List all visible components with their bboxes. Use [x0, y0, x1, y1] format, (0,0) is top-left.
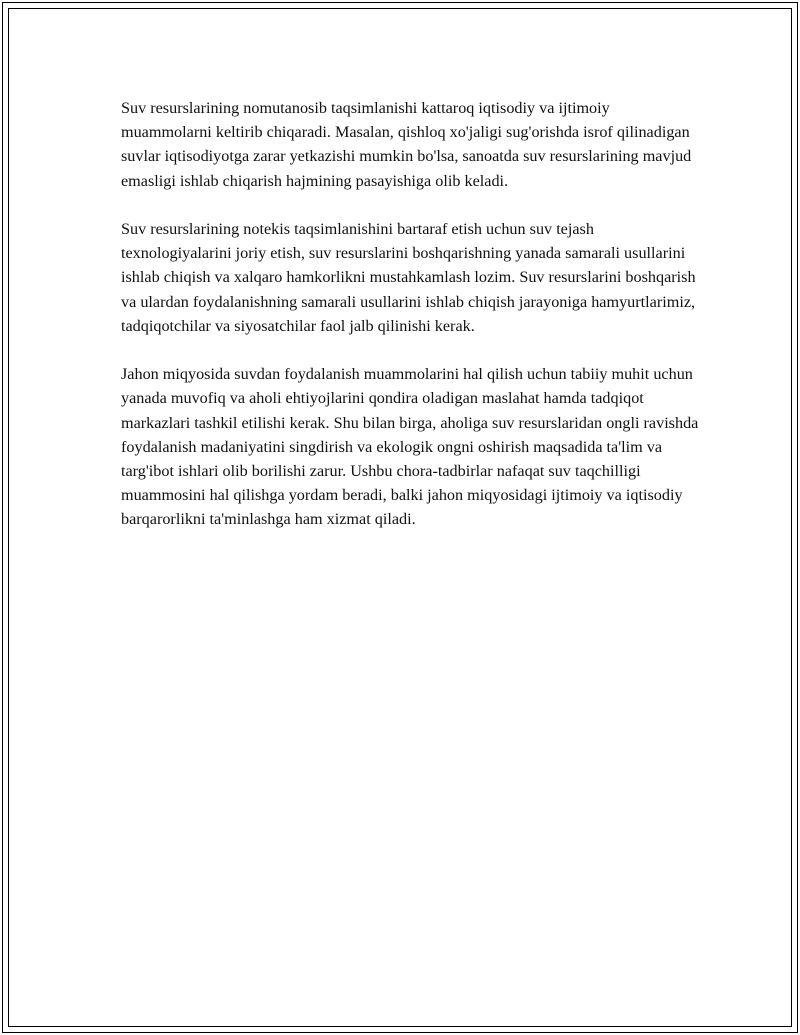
paragraph-1: Suv resurslarining nomutanosib taqsimlanishi kattaroq iqtisodiy va ijtimoiy muammolarni keltirib chiqaradi. Masalan, qishloq xo'jaligi sug'orishda isrof qilinadigan suvlar iqtisodiyotga zarar yetkazishi mumkin bo'lsa, sanoatda suv resurslarining mavjud emasligi ishlab chiqarish hajmining pasayishiga olib keladi.	[121, 99, 692, 190]
document-page	[2, 2, 798, 1033]
paragraph-3: Jahon miqyosida suvdan foydalanish muammolarini hal qilish uchun tabiiy muhit uchun yanada muvofiq va aholi ehtiyojlarini qondira oladigan maslahat hamda tadqiqot markazlari tashkil etilishi kerak. Shu bilan birga, aholiga suv resurslaridan ongli ravishda foydalanish madaniyatini singdirish va ekologik ongni oshirish maqsadida ta'lim va targ'ibot ishlari olib borilishi zarur. Ushbu chora-tadbirlar nafaqat suv taqchilligi muammosini hal qilishga yordam beradi, balki jahon miqyosidagi ijtimoiy va iqtisodiy barqarorlikni ta'minlashga ham xizmat qiladi.	[121, 365, 699, 529]
document-body	[121, 96, 701, 556]
paragraph-2: Suv resurslarining notekis taqsimlanishini bartaraf etish uchun suv tejash texnologiyalarini joriy etish, suv resurslarini boshqarishning yanada samarali usullarini ishlab chiqish va xalqaro hamkorlikni mustahkamlash lozim. Suv resurslarini boshqarish va ulardan foydalanishning samarali usullarini ishlab chiqish jarayoniga hamyurtlarimiz, tadqiqotchilar va siyosatchilar faol jalb qilinishi kerak.	[121, 220, 696, 335]
